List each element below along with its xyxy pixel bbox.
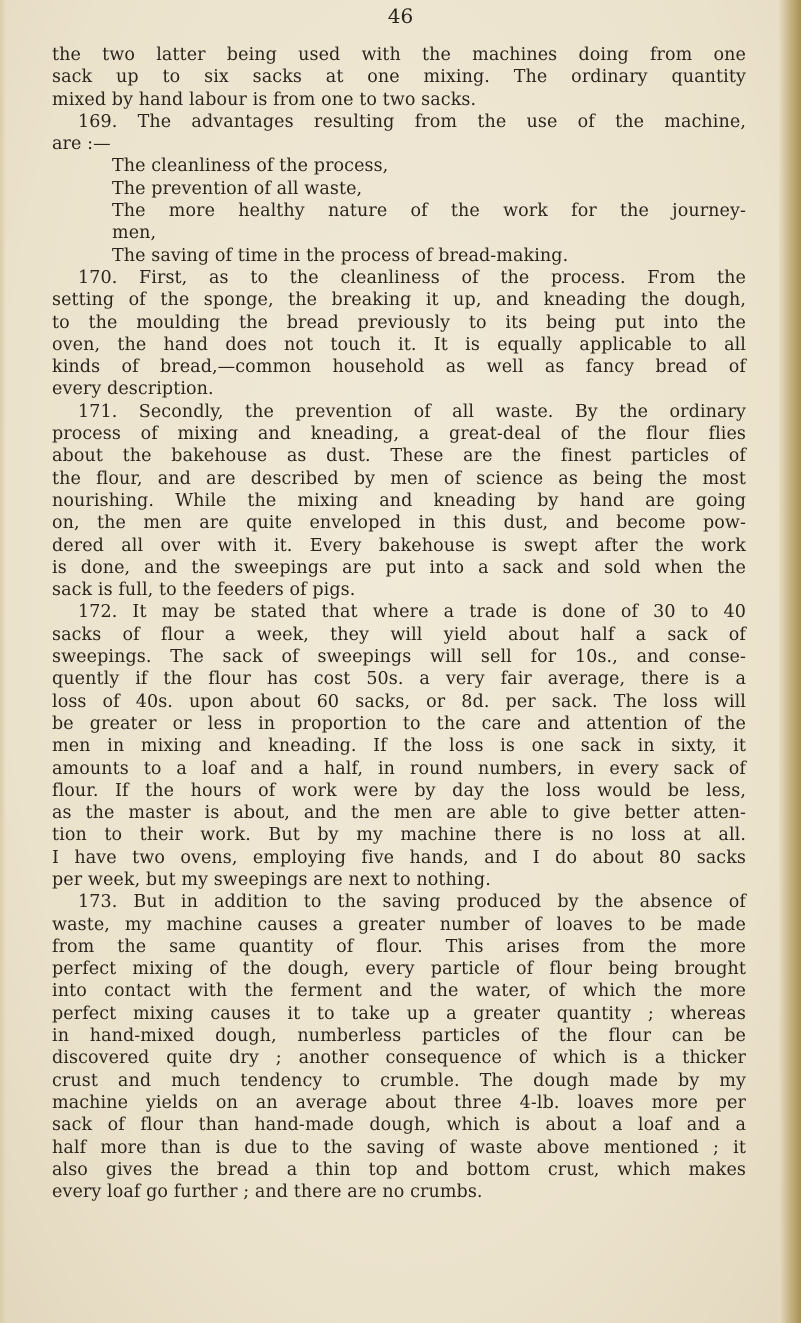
text-line: from the same quantity of flour. This arises from the more: [52, 936, 746, 957]
page-left-edge: [0, 0, 6, 1323]
text-line: perfect mixing causes it to take up a greater quantity ; whereas: [52, 1003, 746, 1024]
text-line: sack of flour than hand-made dough, which is about a loaf and a: [52, 1115, 746, 1136]
body-text: [52, 44, 746, 1203]
text-line: is done, and the sweepings are put into a sack and sold when the: [52, 557, 746, 578]
text-line: men in mixing and kneading. If the loss is one sack in sixty, it: [52, 736, 746, 757]
text-line: into contact with the ferment and the water, of which the more: [52, 981, 746, 1002]
text-line: in hand-mixed dough, numberless particles of the flour can be: [52, 1026, 746, 1047]
text-line: 171. Secondly, the prevention of all waste. By the ordinary: [78, 401, 746, 422]
text-line: every loaf go further ; and there are no crumbs.: [52, 1182, 483, 1203]
text-line: waste, my machine causes a greater number of loaves to be made: [52, 914, 746, 935]
text-line: discovered quite dry ; another consequence of which is a thicker: [52, 1048, 746, 1069]
text-line: sweepings. The sack of sweepings will sell for 10s., and conse-: [52, 647, 746, 668]
text-line: sacks of flour a week, they will yield about half a sack of: [52, 624, 746, 645]
text-line: 169. The advantages resulting from the use of the machine,: [78, 111, 746, 132]
text-line: half more than is due to the saving of waste above mentioned ; it: [52, 1137, 746, 1158]
text-line: machine yields on an average about three 4-lb. loaves more per: [52, 1092, 746, 1113]
page-number: 46: [387, 4, 414, 28]
text-line: on, the men are quite enveloped in this dust, and become pow-: [52, 513, 746, 534]
text-line: process of mixing and kneading, a great-deal of the flour flies: [52, 424, 746, 445]
text-line: tion to their work. But by my machine there is no loss at all.: [52, 825, 746, 846]
text-line: The prevention of all waste,: [112, 178, 363, 199]
text-line: quently if the flour has cost 50s. a very fair average, there is a: [52, 669, 746, 690]
text-line: amounts to a loaf and a half, in round numbers, in every sack of: [52, 758, 746, 779]
text-line: oven, the hand does not touch it. It is equally applicable to all: [52, 334, 746, 355]
text-line: the flour, and are described by men of science as being the most: [52, 468, 746, 489]
text-line: about the bakehouse as dust. These are the finest particles of: [52, 446, 746, 467]
text-line: the two latter being used with the machines doing from one: [52, 45, 746, 65]
text-line: setting of the sponge, the breaking it up, and kneading the dough,: [52, 290, 746, 311]
text-line: also gives the bread a thin top and bottom crust, which makes: [52, 1159, 746, 1180]
page-right-edge: [779, 0, 801, 1323]
text-line: mixed by hand labour is from one to two sacks.: [52, 89, 477, 110]
text-line: men,: [112, 223, 157, 244]
text-line: I have two ovens, employing five hands, and I do about 80 sacks: [52, 847, 746, 868]
text-line: sack is full, to the feeders of pigs.: [52, 580, 356, 601]
text-line: The cleanliness of the process,: [112, 156, 389, 177]
text-line: The more healthy nature of the work for the journey-: [112, 201, 746, 222]
text-line: perfect mixing of the dough, every particle of flour being brought: [52, 959, 746, 980]
text-line: flour. If the hours of work were by day the loss would be less,: [52, 780, 746, 801]
text-line: nourishing. While the mixing and kneading by hand are going: [52, 490, 746, 511]
text-line: 170. First, as to the cleanliness of the process. From the: [78, 267, 746, 288]
text-line: are :—: [52, 134, 111, 155]
text-line: sack up to six sacks at one mixing. The ordinary quantity: [52, 67, 746, 88]
text-line: loss of 40s. upon about 60 sacks, or 8d. per sack. The loss will: [52, 691, 746, 712]
text-line: crust and much tendency to crumble. The dough made by my: [52, 1070, 746, 1091]
text-line: 173. But in addition to the saving produced by the absence of: [78, 892, 746, 913]
text-line: dered all over with it. Every bakehouse is swept after the work: [52, 535, 746, 556]
text-line: kinds of bread,—common household as well as fancy bread of: [52, 357, 746, 378]
text-line: per week, but my sweepings are next to nothing.: [52, 869, 491, 890]
text-line: The saving of time in the process of bread-making.: [112, 245, 569, 266]
text-line: to the moulding the bread previously to its being put into the: [52, 312, 746, 333]
text-line: be greater or less in proportion to the care and attention of the: [52, 713, 746, 734]
text-line: every description.: [52, 379, 214, 400]
text-line: as the master is about, and the men are able to give better atten-: [52, 803, 746, 824]
text-line: 172. It may be stated that where a trade is done of 30 to 40: [78, 602, 746, 623]
